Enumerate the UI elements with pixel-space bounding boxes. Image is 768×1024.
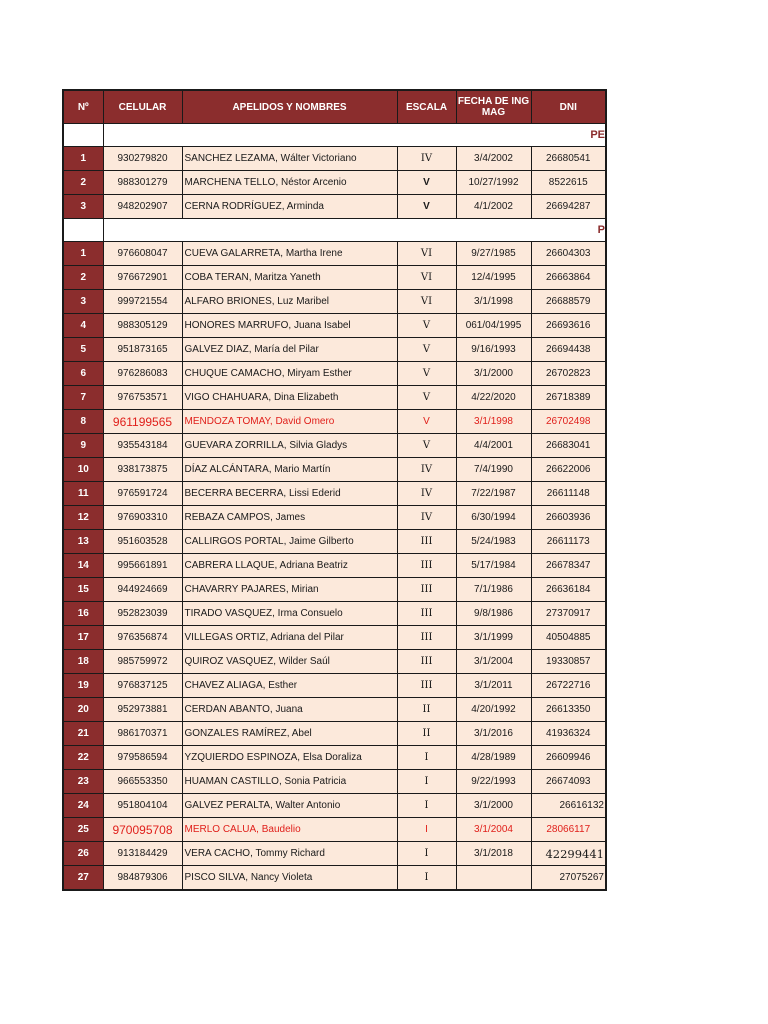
cell-number: 16 xyxy=(63,602,103,626)
cell-escala: III xyxy=(397,650,456,674)
cell-escala: V xyxy=(397,410,456,434)
cell-nombre: ALFARO BRIONES, Luz Maribel xyxy=(182,290,397,314)
cell-number: 19 xyxy=(63,674,103,698)
cell-escala: I xyxy=(397,794,456,818)
cell-nombre: GONZALES RAMÍREZ, Abel xyxy=(182,722,397,746)
section-title: PE xyxy=(103,124,606,147)
cell-nombre: BECERRA BECERRA, Lissi Ederid xyxy=(182,482,397,506)
cell-fecha: 4/1/2002 xyxy=(456,195,531,219)
cell-nombre: VILLEGAS ORTIZ, Adriana del Pilar xyxy=(182,626,397,650)
table-row xyxy=(63,866,606,891)
cell-nombre: CHUQUE CAMACHO, Miryam Esther xyxy=(182,362,397,386)
cell-fecha: 5/17/1984 xyxy=(456,554,531,578)
cell-fecha: 5/24/1983 xyxy=(456,530,531,554)
cell-number: 10 xyxy=(63,458,103,482)
cell-celular: 995661891 xyxy=(103,554,182,578)
section-blank-cell xyxy=(63,219,103,242)
cell-celular: 935543184 xyxy=(103,434,182,458)
cell-celular: 961199565 xyxy=(103,410,182,434)
cell-number: 1 xyxy=(63,242,103,266)
cell-fecha: 9/16/1993 xyxy=(456,338,531,362)
col-header-fecha: FECHA DE ING MAG xyxy=(456,90,531,124)
cell-celular: 985759972 xyxy=(103,650,182,674)
cell-fecha: 3/4/2002 xyxy=(456,147,531,171)
cell-fecha: 3/1/1998 xyxy=(456,410,531,434)
cell-number: 24 xyxy=(63,794,103,818)
cell-escala: III xyxy=(397,578,456,602)
cell-celular: 979586594 xyxy=(103,746,182,770)
cell-fecha: 7/4/1990 xyxy=(456,458,531,482)
cell-fecha: 4/4/2001 xyxy=(456,434,531,458)
cell-dni: 26603936 xyxy=(531,506,606,530)
cell-fecha: 061/04/1995 xyxy=(456,314,531,338)
cell-escala: V xyxy=(397,386,456,410)
cell-nombre: GUEVARA ZORRILLA, Silvia Gladys xyxy=(182,434,397,458)
cell-celular: 976672901 xyxy=(103,266,182,290)
cell-celular: 976837125 xyxy=(103,674,182,698)
cell-fecha xyxy=(456,866,531,891)
cell-fecha: 3/1/1998 xyxy=(456,290,531,314)
cell-celular: 976591724 xyxy=(103,482,182,506)
cell-nombre: YZQUIERDO ESPINOZA, Elsa Doraliza xyxy=(182,746,397,770)
cell-dni: 28066117 xyxy=(531,818,606,842)
cell-dni: 26616132 xyxy=(531,794,606,818)
cell-number: 11 xyxy=(63,482,103,506)
section-row xyxy=(63,124,606,147)
cell-escala: V xyxy=(397,338,456,362)
cell-celular: 984879306 xyxy=(103,866,182,891)
table-row xyxy=(63,650,606,674)
section-blank-cell xyxy=(63,124,103,147)
cell-celular: 951873165 xyxy=(103,338,182,362)
cell-escala: V xyxy=(397,171,456,195)
cell-escala: V xyxy=(397,362,456,386)
cell-escala: V xyxy=(397,314,456,338)
cell-celular: 976286083 xyxy=(103,362,182,386)
cell-dni: 19330857 xyxy=(531,650,606,674)
table-row xyxy=(63,242,606,266)
cell-escala: I xyxy=(397,818,456,842)
cell-escala: III xyxy=(397,602,456,626)
cell-dni: 41936324 xyxy=(531,722,606,746)
table-row xyxy=(63,698,606,722)
cell-dni: 42299441 xyxy=(531,842,606,866)
cell-celular: 944924669 xyxy=(103,578,182,602)
cell-number: 2 xyxy=(63,266,103,290)
cell-fecha: 6/30/1994 xyxy=(456,506,531,530)
table-row xyxy=(63,626,606,650)
cell-celular: 948202907 xyxy=(103,195,182,219)
cell-fecha: 9/27/1985 xyxy=(456,242,531,266)
cell-dni: 40504885 xyxy=(531,626,606,650)
cell-number: 25 xyxy=(63,818,103,842)
cell-number: 12 xyxy=(63,506,103,530)
cell-nombre: HUAMAN CASTILLO, Sonia Patricia xyxy=(182,770,397,794)
cell-escala: III xyxy=(397,626,456,650)
cell-nombre: PISCO SILVA, Nancy Violeta xyxy=(182,866,397,891)
cell-fecha: 3/1/2011 xyxy=(456,674,531,698)
cell-dni: 26693616 xyxy=(531,314,606,338)
cell-dni: 26680541 xyxy=(531,147,606,171)
cell-number: 1 xyxy=(63,147,103,171)
col-header-escala: ESCALA xyxy=(397,90,456,124)
cell-fecha: 3/1/2000 xyxy=(456,362,531,386)
table-row xyxy=(63,266,606,290)
cell-dni: 26604303 xyxy=(531,242,606,266)
cell-fecha: 3/1/2018 xyxy=(456,842,531,866)
cell-celular: 988301279 xyxy=(103,171,182,195)
section-title: P xyxy=(103,219,606,242)
cell-nombre: MENDOZA TOMAY, David Omero xyxy=(182,410,397,434)
cell-dni: 27370917 xyxy=(531,602,606,626)
cell-escala: I xyxy=(397,842,456,866)
cell-escala: III xyxy=(397,554,456,578)
cell-dni: 8522615 xyxy=(531,171,606,195)
cell-number: 26 xyxy=(63,842,103,866)
cell-nombre: VIGO CHAHUARA, Dina Elizabeth xyxy=(182,386,397,410)
cell-number: 17 xyxy=(63,626,103,650)
cell-nombre: SANCHEZ LEZAMA, Wálter Victoriano xyxy=(182,147,397,171)
table-row xyxy=(63,290,606,314)
cell-escala: V xyxy=(397,195,456,219)
cell-number: 9 xyxy=(63,434,103,458)
cell-dni: 26622006 xyxy=(531,458,606,482)
cell-dni: 26683041 xyxy=(531,434,606,458)
cell-number: 21 xyxy=(63,722,103,746)
cell-nombre: HONORES MARRUFO, Juana Isabel xyxy=(182,314,397,338)
cell-celular: 938173875 xyxy=(103,458,182,482)
cell-escala: VI xyxy=(397,290,456,314)
cell-escala: I xyxy=(397,770,456,794)
cell-fecha: 3/1/2016 xyxy=(456,722,531,746)
cell-celular: 988305129 xyxy=(103,314,182,338)
cell-escala: III xyxy=(397,530,456,554)
cell-dni: 26722716 xyxy=(531,674,606,698)
cell-nombre: GALVEZ PERALTA, Walter Antonio xyxy=(182,794,397,818)
table-row xyxy=(63,482,606,506)
cell-celular: 986170371 xyxy=(103,722,182,746)
cell-escala: II xyxy=(397,698,456,722)
table-body xyxy=(63,124,606,891)
cell-nombre: MARCHENA TELLO, Néstor Arcenio xyxy=(182,171,397,195)
table-row xyxy=(63,171,606,195)
cell-celular: 930279820 xyxy=(103,147,182,171)
cell-fecha: 4/28/1989 xyxy=(456,746,531,770)
cell-dni: 26663864 xyxy=(531,266,606,290)
cell-dni: 26694287 xyxy=(531,195,606,219)
cell-nombre: TIRADO VASQUEZ, Irma Consuelo xyxy=(182,602,397,626)
cell-dni: 26702823 xyxy=(531,362,606,386)
cell-nombre: CERDAN ABANTO, Juana xyxy=(182,698,397,722)
staff-table xyxy=(62,89,607,891)
col-header-dni: DNI xyxy=(531,90,606,124)
table-row xyxy=(63,674,606,698)
cell-escala: V xyxy=(397,434,456,458)
cell-number: 15 xyxy=(63,578,103,602)
cell-number: 3 xyxy=(63,195,103,219)
cell-fecha: 9/8/1986 xyxy=(456,602,531,626)
cell-fecha: 3/1/2004 xyxy=(456,650,531,674)
table-row xyxy=(63,818,606,842)
cell-fecha: 4/22/2020 xyxy=(456,386,531,410)
cell-escala: IV xyxy=(397,147,456,171)
cell-escala: IV xyxy=(397,506,456,530)
table-row xyxy=(63,434,606,458)
cell-celular: 976903310 xyxy=(103,506,182,530)
cell-dni: 26694438 xyxy=(531,338,606,362)
cell-nombre: CHAVEZ ALIAGA, Esther xyxy=(182,674,397,698)
table-row xyxy=(63,842,606,866)
cell-fecha: 3/1/1999 xyxy=(456,626,531,650)
table-row xyxy=(63,602,606,626)
table-row xyxy=(63,314,606,338)
col-header-n: Nº xyxy=(63,90,103,124)
cell-fecha: 12/4/1995 xyxy=(456,266,531,290)
cell-escala: IV xyxy=(397,482,456,506)
cell-nombre: CERNA RODRÍGUEZ, Arminda xyxy=(182,195,397,219)
cell-nombre: GALVEZ DIAZ, María del Pilar xyxy=(182,338,397,362)
table-row xyxy=(63,506,606,530)
cell-fecha: 4/20/1992 xyxy=(456,698,531,722)
table-row xyxy=(63,722,606,746)
cell-escala: IV xyxy=(397,458,456,482)
cell-number: 7 xyxy=(63,386,103,410)
cell-celular: 976356874 xyxy=(103,626,182,650)
cell-escala: I xyxy=(397,746,456,770)
table-row xyxy=(63,338,606,362)
cell-fecha: 9/22/1993 xyxy=(456,770,531,794)
cell-nombre: CHAVARRY PAJARES, Mirian xyxy=(182,578,397,602)
cell-escala: VI xyxy=(397,242,456,266)
cell-dni: 26688579 xyxy=(531,290,606,314)
cell-celular: 976753571 xyxy=(103,386,182,410)
header-row xyxy=(63,90,606,124)
cell-dni: 26611148 xyxy=(531,482,606,506)
cell-celular: 951603528 xyxy=(103,530,182,554)
cell-number: 18 xyxy=(63,650,103,674)
cell-number: 20 xyxy=(63,698,103,722)
cell-fecha: 3/1/2000 xyxy=(456,794,531,818)
cell-celular: 952823039 xyxy=(103,602,182,626)
table-row xyxy=(63,458,606,482)
cell-escala: VI xyxy=(397,266,456,290)
cell-celular: 970095708 xyxy=(103,818,182,842)
cell-number: 22 xyxy=(63,746,103,770)
cell-escala: I xyxy=(397,866,456,891)
cell-number: 6 xyxy=(63,362,103,386)
cell-number: 8 xyxy=(63,410,103,434)
table-row xyxy=(63,195,606,219)
cell-nombre: REBAZA CAMPOS, James xyxy=(182,506,397,530)
cell-number: 2 xyxy=(63,171,103,195)
cell-fecha: 7/22/1987 xyxy=(456,482,531,506)
cell-number: 23 xyxy=(63,770,103,794)
cell-nombre: CUEVA GALARRETA, Martha Irene xyxy=(182,242,397,266)
cell-dni: 26718389 xyxy=(531,386,606,410)
table-row xyxy=(63,386,606,410)
cell-dni: 27075267 xyxy=(531,866,606,891)
cell-number: 3 xyxy=(63,290,103,314)
cell-dni: 26613350 xyxy=(531,698,606,722)
cell-escala: III xyxy=(397,674,456,698)
cell-celular: 952973881 xyxy=(103,698,182,722)
table-row xyxy=(63,530,606,554)
table-row xyxy=(63,554,606,578)
cell-nombre: QUIROZ VASQUEZ, Wilder Saúl xyxy=(182,650,397,674)
cell-number: 5 xyxy=(63,338,103,362)
cell-celular: 976608047 xyxy=(103,242,182,266)
cell-fecha: 10/27/1992 xyxy=(456,171,531,195)
cell-escala: II xyxy=(397,722,456,746)
table-row xyxy=(63,794,606,818)
cell-celular: 999721554 xyxy=(103,290,182,314)
cell-dni: 26609946 xyxy=(531,746,606,770)
cell-number: 14 xyxy=(63,554,103,578)
cell-celular: 913184429 xyxy=(103,842,182,866)
cell-number: 13 xyxy=(63,530,103,554)
table-row xyxy=(63,147,606,171)
section-row xyxy=(63,219,606,242)
cell-fecha: 3/1/2004 xyxy=(456,818,531,842)
table-row xyxy=(63,770,606,794)
cell-celular: 966553350 xyxy=(103,770,182,794)
cell-dni: 26674093 xyxy=(531,770,606,794)
cell-dni: 26611173 xyxy=(531,530,606,554)
table-row xyxy=(63,410,606,434)
cell-dni: 26702498 xyxy=(531,410,606,434)
cell-nombre: CALLIRGOS PORTAL, Jaime Gilberto xyxy=(182,530,397,554)
table-row xyxy=(63,578,606,602)
cell-number: 27 xyxy=(63,866,103,891)
cell-dni: 26678347 xyxy=(531,554,606,578)
cell-celular: 951804104 xyxy=(103,794,182,818)
cell-nombre: MERLO CALUA, Baudelio xyxy=(182,818,397,842)
cell-dni: 26636184 xyxy=(531,578,606,602)
table-row xyxy=(63,362,606,386)
table-row xyxy=(63,746,606,770)
cell-number: 4 xyxy=(63,314,103,338)
cell-nombre: DÍAZ ALCÁNTARA, Mario Martín xyxy=(182,458,397,482)
cell-fecha: 7/1/1986 xyxy=(456,578,531,602)
cell-nombre: COBA TERAN, Maritza Yaneth xyxy=(182,266,397,290)
col-header-celular: CELULAR xyxy=(103,90,182,124)
col-header-nombres: APELIDOS Y NOMBRES xyxy=(182,90,397,124)
cell-nombre: CABRERA LLAQUE, Adriana Beatriz xyxy=(182,554,397,578)
cell-nombre: VERA CACHO, Tommy Richard xyxy=(182,842,397,866)
